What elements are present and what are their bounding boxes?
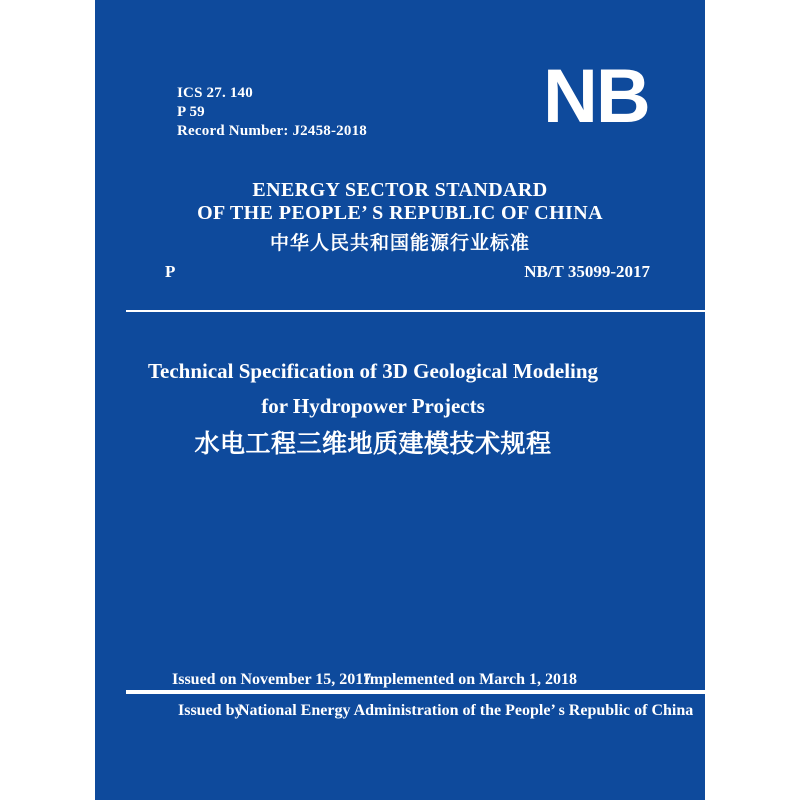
footer-divider-line bbox=[126, 690, 705, 694]
header-standard-type-chinese: 中华人民共和国能源行业标准 bbox=[269, 233, 530, 254]
header-divider-line bbox=[126, 310, 705, 312]
record-number: Record Number: J2458-2018 bbox=[177, 123, 367, 139]
header-standard-type-line2: OF THE PEOPLE’ S REPUBLIC OF CHINA bbox=[197, 202, 603, 224]
title-english-line2: for Hydropower Projects bbox=[261, 394, 485, 418]
left-category-mark: P bbox=[165, 262, 176, 281]
header-standard-type-line1: ENERGY SECTOR STANDARD bbox=[252, 179, 548, 201]
p-classification: P 59 bbox=[177, 104, 205, 120]
ics-code: ICS 27. 140 bbox=[177, 85, 253, 101]
meta-block bbox=[177, 84, 367, 141]
issued-by-label: Issued by bbox=[178, 702, 243, 719]
nb-logo: NB bbox=[543, 54, 649, 139]
title-chinese: 水电工程三维地质建模技术规程 bbox=[194, 431, 552, 458]
implemented-date: Implemented on March 1, 2018 bbox=[363, 671, 577, 688]
issued-date: Issued on November 15, 2017 bbox=[172, 671, 372, 688]
issuing-authority: National Energy Administration of the People’ s Republic of China bbox=[238, 702, 694, 719]
standard-number: NB/T 35099-2017 bbox=[524, 262, 650, 281]
standard-cover bbox=[95, 0, 705, 800]
title-english-line1: Technical Specification of 3D Geological Modeling bbox=[147, 359, 599, 383]
